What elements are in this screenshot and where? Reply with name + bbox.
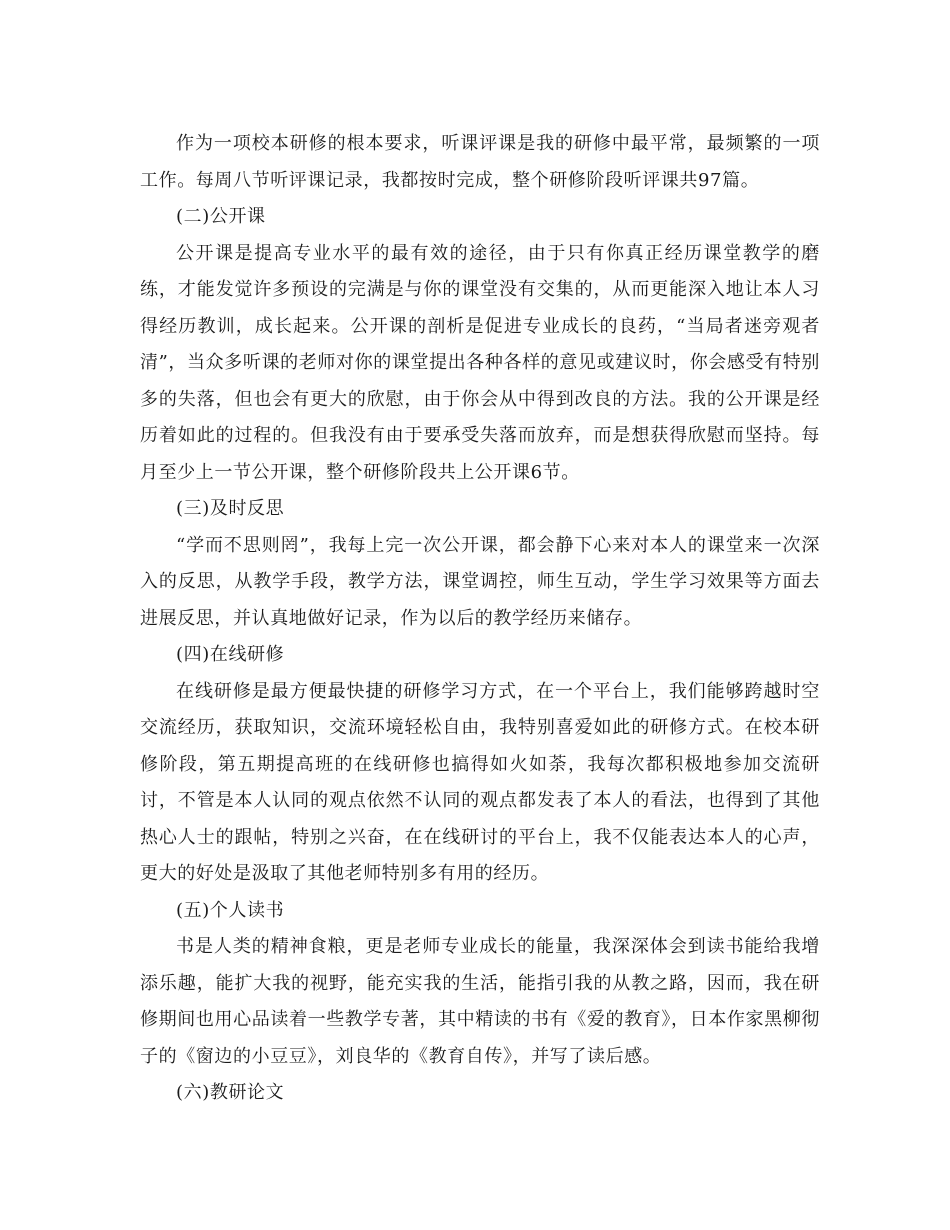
document-body	[140, 126, 820, 1112]
paragraph-lesson-evaluation: 作为一项校本研修的根本要求，听课评课是我的研修中最平常，最频繁的一项工作。每周八节听评课记录，我都按时完成，整个研修阶段听评课共97篇。	[140, 133, 820, 191]
section-heading-online-training: (四)在线研修	[176, 644, 285, 665]
section-heading-reflection: (三)及时反思	[176, 498, 285, 519]
paragraph-open-class: 公开课是提高专业水平的最有效的途径，由于只有你真正经历课堂教学的磨练，才能发觉许多预设的完满是与你的课堂没有交集的，从而更能深入地让本人习得经历教训，成长起来。公开课的剖析是促进专业成长的良药，“当局者迷旁观者清”，当众多听课的老师对你的课堂提出各种各样的意见或建议时，你会感受有特别多的失落，但也会有更大的欣慰，由于你会从中得到改良的方法。我的公开课是经历着如此的过程的。但我没有由于要承受失落而放弃，而是想获得欣慰而坚持。每月至少上一节公开课，整个研修阶段共上公开课6节。	[140, 242, 820, 483]
section-heading-personal-reading: (五)个人读书	[176, 899, 285, 921]
section-heading-open-class: (二)公开课	[176, 206, 266, 227]
paragraph-personal-reading: 书是人类的精神食粮，更是老师专业成长的能量，我深深体会到读书能给我增添乐趣，能扩大我的视野，能充实我的生活，能指引我的从教之路，因而，我在研修期间也用心品读着一些教学专著，其中精读的书有《爱的教育》，日本作家黑柳彻子的《窗边的小豆豆》，刘良华的《教育自传》，并写了读后感。	[140, 936, 820, 1067]
paragraph-online-training: 在线研修是最方便最快捷的研修学习方式，在一个平台上，我们能够跨越时空交流经历，获取知识，交流环境轻松自由，我特别喜爱如此的研修方式。在校本研修阶段，第五期提高班的在线研修也搞得如火如荼，我每次都积极地参加交流研讨，不管是本人认同的观点依然不认同的观点都发表了本人的看法，也得到了其他热心人士的跟帖，特别之兴奋，在在线研讨的平台上，我不仅能表达本人的心声，更大的好处是汲取了其他老师特别多有用的经历。	[140, 680, 820, 884]
paragraph-reflection: “学而不思则罔”，我每上完一次公开课，都会静下心来对本人的课堂来一次深入的反思，从教学手段，教学方法，课堂调控，师生互动，学生学习效果等方面去进展反思，并认真地做好记录，作为以后的教学经历来储存。	[140, 534, 820, 629]
section-heading-research-papers: (六)教研论文	[176, 1082, 285, 1103]
